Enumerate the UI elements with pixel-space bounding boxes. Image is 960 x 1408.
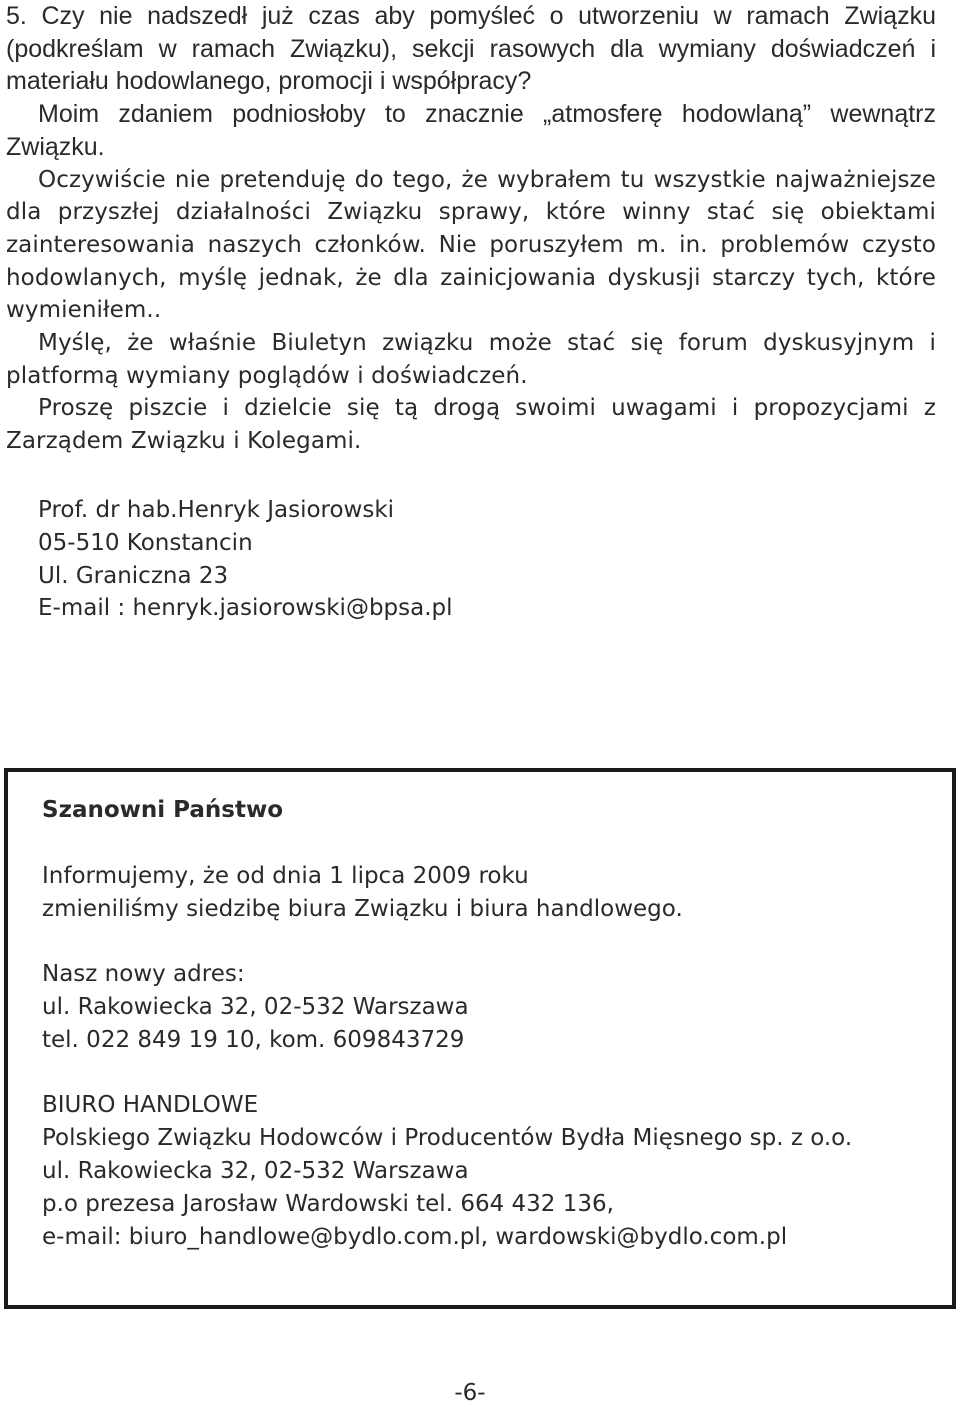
author-postal-code: 05-510 Konstancin [38, 529, 253, 556]
author-name: Prof. dr hab.Henryk Jasiorowski [38, 497, 395, 523]
paragraph-disclaimer: Oczywiście nie pretenduję do tego, że wybrałem tu wszystkie najważniejsze dla przyszłej działalności Związku sprawy, które winny stać się obiektami zainteresowania naszych członków. Nie poruszyłem m. in. problemów czysto hodowlanych, myślę jednak, że dla zainicjowania dyskusji starczy tych, które wymieniłem.. [6, 166, 936, 324]
paragraph-bulletin-forum: Myślę, że właśnie Biuletyn związku może stać się forum dyskusyjnym i platformą wymiany poglądów i doświadczeń. [6, 330, 936, 389]
paragraph-opinion: Moim zdaniem podniosłoby to znacznie „atmosferę hodowlaną” wewnątrz Związku. [6, 100, 936, 161]
paragraph-question-5: 5. Czy nie nadszedł już czas aby pomyśleć o utworzeniu w ramach Związku (podkreślam w ramach Związku), sekcji rasowych dla wymiany doświadczeń i materiału hodowlanego, promocji i współpracy? [6, 2, 936, 96]
notice-info-line: Informujemy, że od dnia 1 lipca 2009 roku [42, 862, 529, 889]
notice-content [42, 794, 942, 1253]
phone-numbers: tel. 022 849 19 10, kom. 609843729 [42, 1026, 465, 1053]
sales-office-contact: p.o prezesa Jarosław Wardowski tel. 664 432 136, [42, 1190, 614, 1217]
spacer [42, 925, 942, 958]
author-email: E-mail : henryk.jasiorowski@bpsa.pl [38, 595, 453, 622]
spacer [42, 1057, 942, 1090]
notice-title: Szanowni Państwo [42, 797, 284, 823]
sales-office-organization: Polskiego Związku Hodowców i Producentów Bydła Mięsnego sp. z o.o. [42, 1125, 853, 1152]
notice-box [4, 768, 956, 1309]
sales-office-heading: BIURO HANDLOWE [42, 1092, 259, 1119]
notice-info-line: zmieniliśmy siedzibę biura Związku i biura handlowego. [42, 895, 683, 922]
paragraph-invitation: Proszę piszcie i dzielcie się tą drogą swoimi uwagami i propozycjami z Zarządem Związku i Kolegami. [6, 395, 936, 455]
new-address: ul. Rakowiecka 32, 02-532 Warszawa [42, 993, 469, 1020]
article-body [6, 0, 936, 458]
sales-office-email: e-mail: biuro_handlowe@bydlo.com.pl, wardowski@bydlo.com.pl [42, 1223, 788, 1250]
author-signature [38, 494, 453, 625]
sales-office-address: ul. Rakowiecka 32, 02-532 Warszawa [42, 1157, 469, 1184]
author-street: Ul. Graniczna 23 [38, 562, 229, 589]
new-address-label: Nasz nowy adres: [42, 961, 245, 988]
page-number: -6- [454, 1380, 486, 1406]
